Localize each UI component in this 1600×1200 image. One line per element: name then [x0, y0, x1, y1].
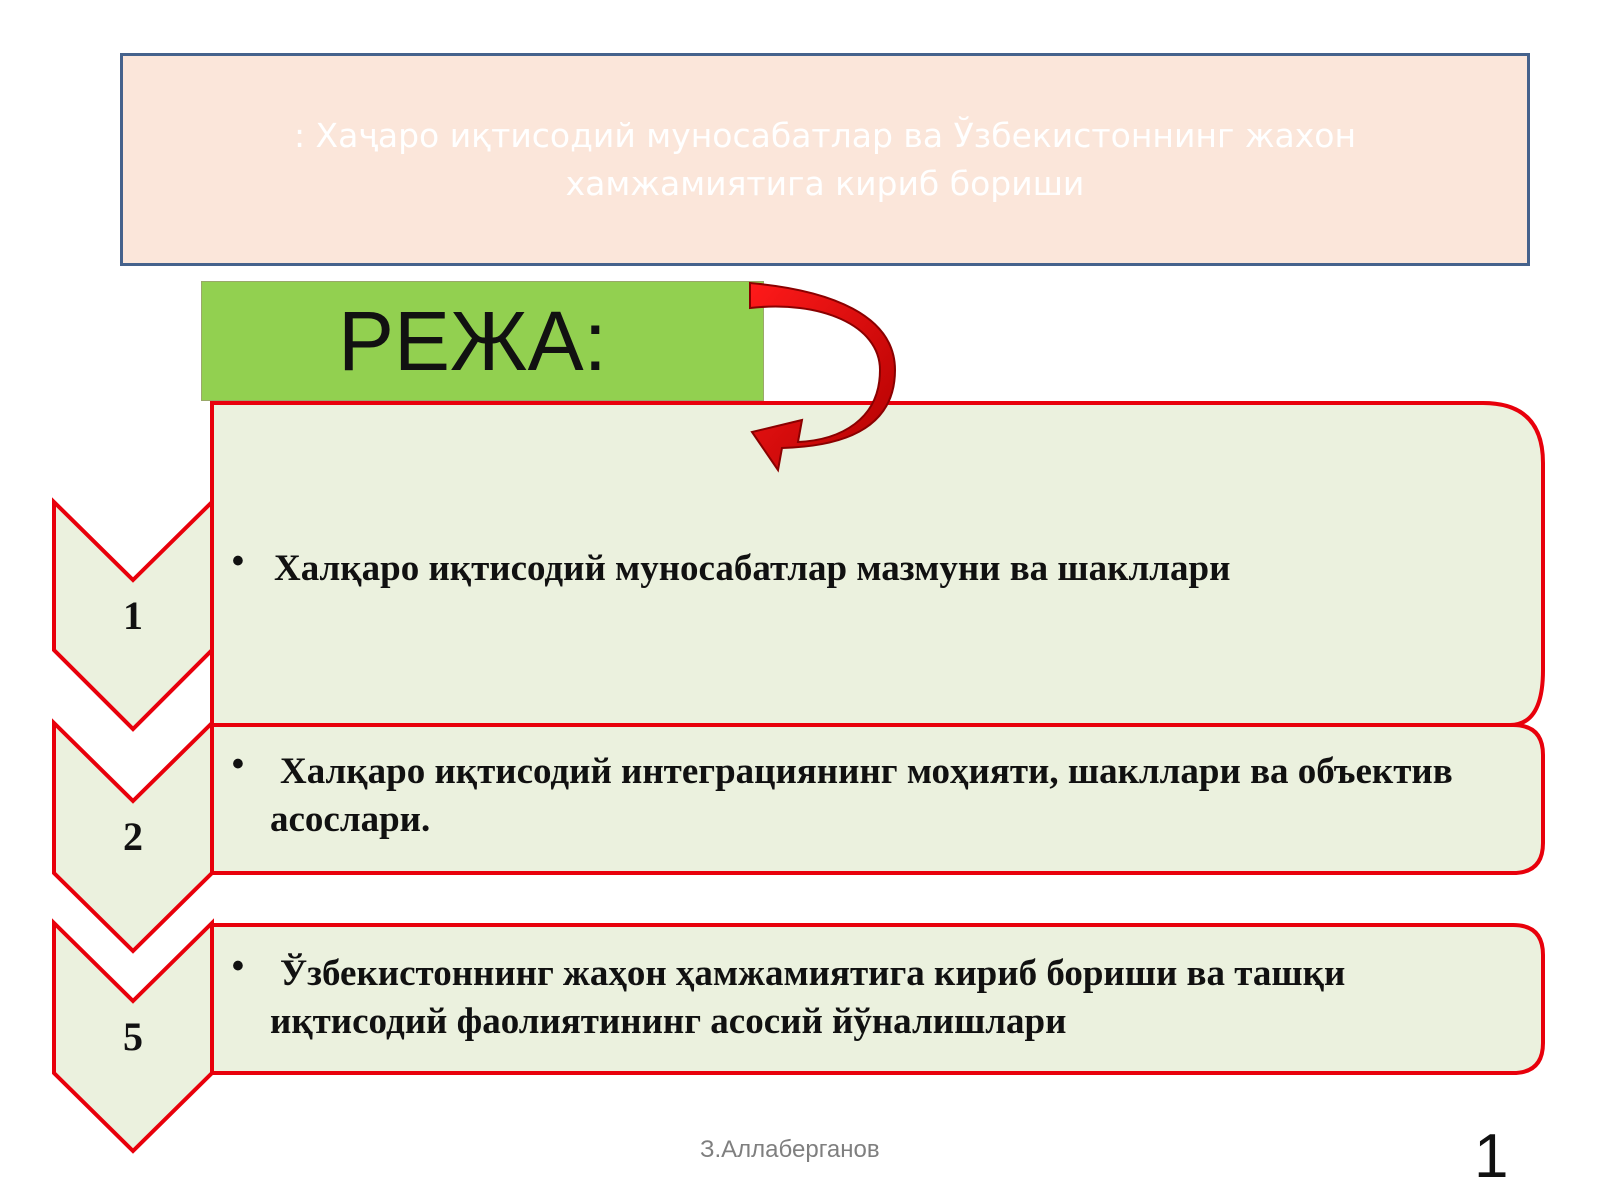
item-number-3: 5 — [123, 1014, 143, 1059]
list-item-text: Халқаро иқтисодий муносабатлар мазмуни ва шакллари — [274, 548, 1231, 589]
footer-author: З.Аллаберганов — [700, 1136, 880, 1163]
bullet-icon: • — [232, 947, 244, 985]
plan-heading: РЕЖА: — [338, 293, 607, 388]
list-item-3 — [212, 947, 1522, 1046]
bullet-icon: • — [232, 745, 244, 783]
list-item-text: Халқаро иқтисодий интеграциянинг моҳияти, шакллари ва объектив асослари. — [270, 751, 1453, 840]
item-number-2: 2 — [123, 814, 143, 859]
list-item-1 — [212, 542, 1522, 593]
item-number-1: 1 — [123, 593, 143, 638]
list-item-2 — [212, 745, 1522, 844]
slide-title: : Хаҷаро иқтисодий муносабатлар ва Ўзбекистоннинг жахон хамжамиятига кириб бориши — [293, 115, 1357, 203]
bullet-icon: • — [232, 542, 244, 580]
page-number: 1 — [1474, 1122, 1509, 1191]
list-item-text: Ўзбекистоннинг жаҳон ҳамжамиятига кириб бориши ва ташқи иқтисодий фаолиятининг асосий йўналишлари — [270, 953, 1346, 1042]
